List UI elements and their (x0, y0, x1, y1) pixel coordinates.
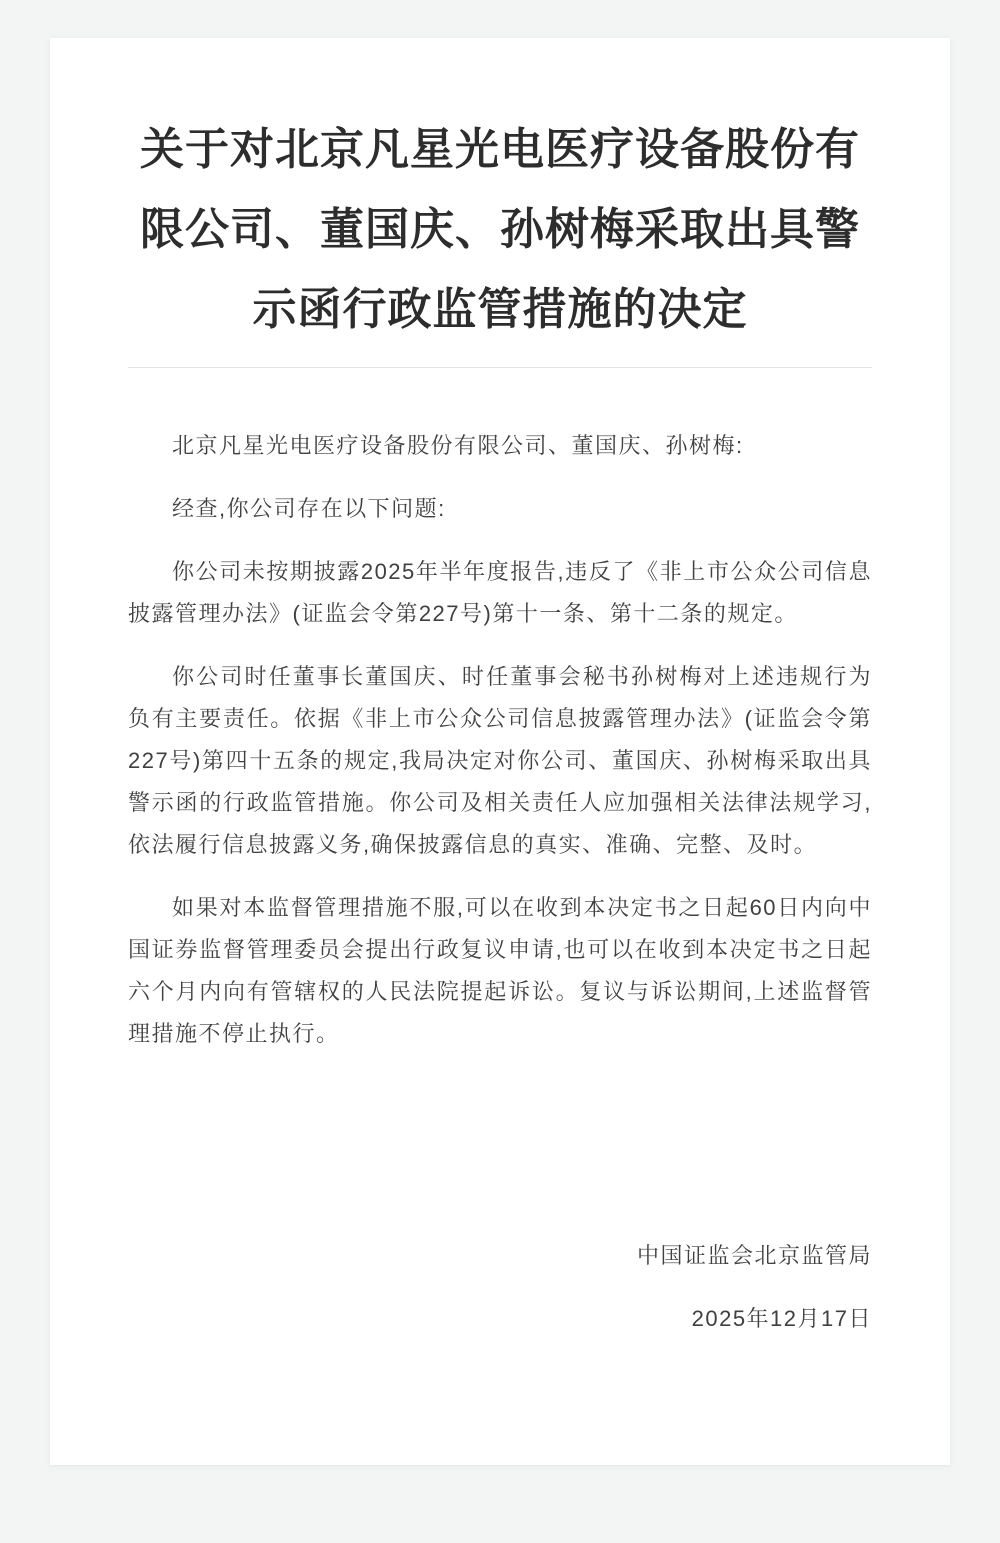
paragraph-salutation: 北京凡星光电医疗设备股份有限公司、董国庆、孙树梅: (172, 433, 744, 458)
title-divider (128, 367, 872, 368)
document-title: 关于对北京凡星光电医疗设备股份有限公司、董国庆、孙树梅采取出具警示函行政监管措施的决定 (140, 125, 860, 334)
signature-date: 2025年12月17日 (691, 1306, 872, 1331)
document-card (50, 38, 950, 1465)
paragraph-violation: 你公司未按期披露2025年半年度报告,违反了《非上市公众公司信息披露管理办法》(证监会令第227号)第十一条、第十二条的规定。 (128, 559, 872, 626)
paragraph-decision: 你公司时任董事长董国庆、时任董事会秘书孙树梅对上述违规行为负有主要责任。依据《非上市公众公司信息披露管理办法》(证监会令第227号)第四十五条的规定,我局决定对你公司、董国庆、孙树梅采取出具警示函的行政监管措施。你公司及相关责任人应加强相关法律法规学习,依法履行信息披露义务,确保披露信息的真实、准确、完整、及时。 (128, 664, 872, 857)
paragraph-appeal-rights: 如果对本监督管理措施不服,可以在收到本决定书之日起60日内向中国证券监督管理委员会提出行政复议申请,也可以在收到本决定书之日起六个月内向有管辖权的人民法院提起诉讼。复议与诉讼期间,上述监督管理措施不停止执行。 (128, 895, 872, 1046)
signature-issuer: 中国证监会北京监管局 (636, 1243, 872, 1268)
paragraph-intro: 经查,你公司存在以下问题: (172, 496, 446, 521)
